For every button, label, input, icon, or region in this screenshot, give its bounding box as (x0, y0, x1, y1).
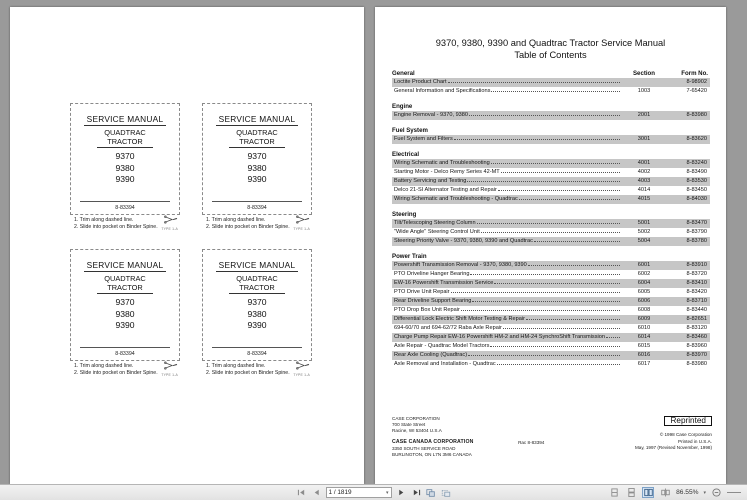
card-trim-box (202, 249, 312, 361)
pan-tool-icon[interactable] (426, 487, 437, 499)
card-model: 9390 (115, 320, 135, 331)
card-instruction: 1. Trim along dashed line. (74, 217, 134, 223)
toc-row-section: 6010 (637, 325, 651, 331)
toc-row-form: 8-83460 (686, 334, 707, 340)
toc-row-section: 6008 (637, 307, 651, 313)
card-instruction: 1. Trim along dashed line. (74, 363, 134, 370)
card-trim-box (202, 103, 312, 215)
toc-row-section: 4014 (637, 187, 651, 193)
toc-row-form: 8-98902 (686, 79, 707, 85)
toc-row-form: 8-83120 (686, 325, 707, 331)
page-navigation-group[interactable] (296, 487, 452, 499)
card-instruction: 2. Slide into pocket on Binder Spine. (206, 223, 290, 230)
toc-row-leader (503, 324, 620, 329)
toc-row-leader (490, 342, 620, 347)
toc-row-leader (534, 237, 620, 242)
toc-row-form: 8-83420 (686, 289, 707, 295)
toc-row-leader (528, 261, 620, 266)
scissors-icon (164, 215, 178, 224)
page-number-input[interactable] (326, 487, 392, 498)
toc-row-form: 8-84030 (686, 196, 707, 202)
toc-row-form: 8-83980 (686, 361, 707, 367)
page-footer (392, 416, 712, 458)
card-subtitle: QUADTRAC TRACTOR (229, 128, 285, 148)
footer-address-line4: BURLINGTON, ON L7N 3M6 CANADA (392, 451, 472, 457)
scissors-icon (296, 361, 310, 370)
toc-row-leader (470, 270, 620, 275)
toc-row-form: 8-83980 (686, 112, 707, 118)
footer-company: CASE CORPORATION (392, 415, 440, 421)
card-model: 9390 (247, 320, 267, 331)
toc-row-leader (468, 351, 620, 356)
toc-row-form: 8-82651 (686, 316, 707, 322)
toc-row-section: 5001 (637, 220, 651, 226)
card-subtitle: QUADTRAC TRACTOR (97, 274, 153, 294)
card-type-code: TYPE 1-A (293, 227, 310, 232)
toc-row-title: EW-16 Powershift Transmission Service (394, 280, 494, 286)
card-instruction: 1. Trim along dashed line. (206, 217, 266, 223)
toc-row-section: 6016 (637, 352, 651, 358)
toc-col-form: Form No. (681, 70, 708, 77)
select-tool-icon[interactable] (441, 487, 452, 499)
binder-spine-cards-grid (70, 103, 312, 376)
toc-row-title: Rear Axle Cooling (Quadtrac) (394, 352, 468, 358)
toc-row-title: Powershift Transmission Removal - 9370, 9380, 9390 (394, 262, 527, 268)
toc-row[interactable] (392, 261, 710, 270)
card-rule (80, 201, 170, 202)
toc-row[interactable] (392, 324, 710, 333)
zoom-slider[interactable] (727, 492, 741, 493)
toc-row-form: 8-83790 (686, 229, 707, 235)
toc-row[interactable] (392, 111, 710, 120)
toc-row-title: Loctite Product Chart (394, 79, 447, 85)
toc-row-leader (501, 168, 620, 173)
binder-spine-card (70, 249, 180, 376)
toc-row-section: 6002 (637, 271, 651, 277)
toc-col-section: Section (632, 70, 655, 77)
reprinted-stamp: Reprinted (664, 416, 712, 427)
toc-row-section: 5002 (637, 229, 651, 235)
chevron-down-icon[interactable]: ▾ (385, 489, 389, 496)
card-model: 9380 (247, 308, 267, 319)
toc-row-title: Steering Priority Valve - 9370, 9380, 9390 and Quadtrac (394, 238, 533, 244)
card-title: SERVICE MANUAL (216, 260, 299, 272)
toc-row-section: 4002 (637, 169, 651, 175)
toc-row[interactable] (392, 237, 710, 246)
footer-printed-in: Printed in U.S.A. (678, 438, 712, 444)
toc-row-form: 8-83780 (686, 238, 707, 244)
card-instruction: 2. Slide into pocket on Binder Spine. (74, 369, 158, 376)
binder-spine-card (70, 103, 180, 230)
toc-row-title: Differential Lock Electric Shift Motor Testing & Repair (394, 316, 525, 322)
card-type-code: TYPE 1-A (161, 227, 178, 232)
next-page-icon[interactable] (396, 487, 407, 499)
card-model: 9390 (247, 174, 267, 184)
card-title: SERVICE MANUAL (84, 114, 167, 126)
card-title: SERVICE MANUAL (216, 114, 299, 126)
toc-row-leader (606, 333, 620, 338)
toc-row-section: 3001 (637, 136, 651, 142)
card-type-code: TYPE 1-A (161, 373, 178, 378)
zoom-out-icon[interactable] (711, 487, 722, 499)
card-model: 9390 (115, 174, 135, 184)
last-page-icon[interactable] (411, 487, 422, 499)
card-rule (80, 347, 170, 348)
toc-row-section: 6004 (637, 280, 651, 286)
toc-group-label: Power Train (392, 253, 427, 260)
book-view-icon[interactable] (659, 487, 671, 498)
card-model: 9370 (247, 297, 267, 308)
toc-row[interactable] (392, 342, 710, 351)
toc-row-section: 4003 (637, 178, 651, 184)
toc-row[interactable] (392, 78, 710, 87)
toc-row-title: General Information and Specifications (394, 88, 491, 94)
toc-row-leader (526, 315, 620, 320)
toc-row-title: 694-60/70 and 694-62/72 Raba Axle Repair (394, 325, 502, 331)
toc-row-title: Axle Removal and Installation - Quadtrac (394, 361, 496, 367)
toc-column-headers (392, 70, 710, 78)
card-subtitle: QUADTRAC TRACTOR (97, 128, 153, 148)
footer-address-line3: 3350 SOUTH SERVICE ROAD (392, 445, 456, 451)
toc-row[interactable] (392, 159, 710, 168)
card-model: 9380 (115, 162, 135, 173)
toc-row-form: 8-83960 (686, 343, 707, 349)
toc-heading (393, 37, 708, 61)
toc-row-form: 7-65420 (686, 88, 707, 94)
toc-row-title: Wiring Schematic and Troubleshooting (394, 160, 490, 166)
toc-row[interactable] (392, 219, 710, 228)
toc-row-leader (497, 360, 620, 365)
toc-row-title: Fuel System and Filters (394, 136, 453, 142)
toc-col-title: General (392, 70, 415, 77)
toc-row-section: 6006 (637, 298, 651, 304)
footer-address-line1: 700 State Street (392, 421, 426, 427)
footer-address-line2: Racine, WI 53404 U.S.A (392, 428, 442, 434)
chevron-down-icon[interactable]: ▾ (703, 489, 706, 496)
toc-row[interactable] (392, 186, 710, 195)
toc-row-leader (481, 228, 620, 233)
toc-row-leader (451, 288, 620, 293)
toc-row-section: 6001 (637, 262, 651, 268)
footer-right-block (596, 416, 712, 451)
card-form-number: 8-83394 (247, 205, 267, 211)
toc-row[interactable] (392, 177, 710, 186)
footer-address-block (392, 416, 518, 458)
card-model: 9370 (115, 151, 135, 161)
table-of-contents (392, 70, 710, 369)
card-model: 9370 (115, 297, 135, 308)
toc-row[interactable] (392, 315, 710, 324)
toc-row-form: 8-83490 (686, 169, 707, 175)
toc-row-section: 5004 (637, 238, 651, 244)
card-rule (212, 347, 302, 348)
toc-row[interactable] (392, 135, 710, 144)
toc-row-form: 8-83530 (686, 178, 707, 184)
toc-row-form: 8-83910 (686, 262, 707, 268)
toc-row-leader (467, 177, 620, 182)
card-model: 9370 (247, 151, 267, 161)
toc-row[interactable] (392, 288, 710, 297)
card-instruction: 2. Slide into pocket on Binder Spine. (206, 369, 290, 376)
toc-row-title: Starting Motor - Delco Remy Series 42-MT (394, 169, 500, 175)
toc-group-label: Fuel System (392, 127, 428, 134)
toc-row[interactable] (392, 351, 710, 360)
footer-revision-date: May, 1997 (Revised November, 1998) (634, 444, 712, 450)
toc-row-leader (491, 87, 620, 92)
card-trim-box (70, 103, 180, 215)
toc-row-leader (461, 306, 620, 311)
view-and-zoom-group[interactable] (608, 487, 741, 499)
toc-row[interactable] (392, 195, 710, 204)
toc-row-title: Axle Repair - Quadtrac Model Tractors (394, 343, 490, 349)
card-form-number: 8-83394 (247, 351, 267, 358)
zoom-level-value[interactable]: 86.55% (676, 489, 699, 496)
toc-row-section: 4015 (637, 196, 651, 202)
card-model: 9380 (247, 162, 267, 173)
binder-spine-card (202, 103, 312, 230)
toc-row-form: 8-83970 (686, 352, 707, 358)
footer-copyright: © 1998 Case Corporation (659, 432, 712, 438)
continuous-scroll-icon[interactable] (625, 487, 637, 498)
toc-row-form: 8-83410 (686, 280, 707, 286)
toc-row-title: Wiring Schematic and Troubleshooting - Quadtrac (394, 196, 518, 202)
footer-company-canada: CASE CANADA CORPORATION (392, 439, 474, 446)
toc-row[interactable] (392, 87, 710, 96)
toc-row-title: Charge Pump Repair EW-16 Powershift HM-2 and HM-24 SynchroShift Transmission (394, 334, 605, 340)
toc-heading-line1: 9370, 9380, 9390 and Quadtrac Tractor Service Manual (435, 38, 666, 48)
toc-row-leader (477, 219, 620, 224)
binder-spine-card (202, 249, 312, 376)
toc-row-leader (472, 297, 620, 302)
toc-row[interactable] (392, 333, 710, 342)
card-subtitle: QUADTRAC TRACTOR (229, 274, 285, 294)
toc-row-form: 8-83240 (686, 160, 707, 166)
toc-row-form: 8-83620 (686, 136, 707, 142)
toc-row-section: 6014 (637, 334, 651, 340)
page-number-value: 1 / 1819 (328, 489, 352, 496)
toc-row-title: Delco 21-SI Alternator Testing and Repair (394, 187, 497, 193)
toc-row[interactable] (392, 297, 710, 306)
toc-row-leader (448, 78, 620, 83)
card-form-number: 8-83394 (115, 205, 135, 211)
toc-row[interactable] (392, 168, 710, 177)
card-type-code: TYPE 1-A (293, 373, 310, 378)
toc-row-section: 6017 (637, 361, 651, 367)
toc-row-title: PTO Drive Unit Repair (394, 289, 450, 295)
card-instruction: 1. Trim along dashed line. (206, 363, 266, 370)
two-page-view-icon[interactable] (642, 487, 654, 498)
toc-row-title: PTO Driveline Hanger Bearing (394, 271, 470, 277)
card-form-number: 8-83394 (115, 351, 135, 358)
toc-row-leader (498, 186, 620, 191)
toc-row[interactable] (392, 306, 710, 315)
toc-row-section: 1003 (637, 88, 651, 94)
toc-row-title: "Wide Angle" Steering Control Unit (394, 229, 480, 235)
toc-row-form: 8-83470 (686, 220, 707, 226)
toc-row-form: 8-83720 (686, 271, 707, 277)
toc-row[interactable] (392, 360, 710, 369)
toc-group-label: Electrical (392, 151, 420, 158)
toc-row[interactable] (392, 270, 710, 279)
card-instruction: 2. Slide into pocket on Binder Spine. (74, 223, 158, 230)
scissors-icon (296, 215, 310, 224)
document-page-right[interactable] (375, 7, 726, 484)
first-page-icon[interactable] (296, 487, 307, 499)
toc-row-title: Rear Driveline Support Bearing (394, 298, 472, 304)
card-rule (212, 201, 302, 202)
toc-row-title: Tilt/Telescoping Steering Column (394, 220, 476, 226)
toc-row-leader (494, 279, 620, 284)
toc-row-section: 6005 (637, 289, 651, 295)
toc-row-leader (519, 195, 620, 200)
toc-row-leader (491, 159, 620, 164)
toc-row-title: Engine Removal - 9370, 9380 (394, 112, 469, 118)
card-model: 9380 (115, 308, 135, 319)
document-page-left[interactable] (10, 7, 364, 484)
toc-row-leader (454, 135, 620, 140)
toc-row-section: 2001 (637, 112, 651, 118)
toc-row-form: 8-83440 (686, 307, 707, 313)
single-page-view-icon[interactable] (608, 487, 620, 498)
toc-row-section: 6015 (637, 343, 651, 349)
scissors-icon (164, 361, 178, 370)
toc-row[interactable] (392, 279, 710, 288)
toc-group-label: Steering (392, 211, 417, 218)
viewer-toolbar[interactable] (0, 484, 747, 500)
toc-group-label: Engine (392, 103, 413, 110)
toc-row[interactable] (392, 228, 710, 237)
footer-rac-number: Rac 8-83394 (518, 439, 545, 445)
toc-row-title: Battery Servicing and Testing (394, 178, 467, 184)
previous-page-icon[interactable] (311, 487, 322, 499)
toc-row-form: 8-83710 (686, 298, 707, 304)
toc-heading-line2: Table of Contents (514, 50, 587, 60)
toc-row-leader (469, 111, 620, 116)
card-trim-box (70, 249, 180, 361)
toc-row-form: 8-83450 (686, 187, 707, 193)
toc-row-section: 6009 (637, 316, 651, 322)
toc-row-section: 4001 (637, 160, 651, 166)
toc-row-title: PTO Drop Box Unit Repair (394, 307, 460, 313)
card-title: SERVICE MANUAL (84, 260, 167, 272)
